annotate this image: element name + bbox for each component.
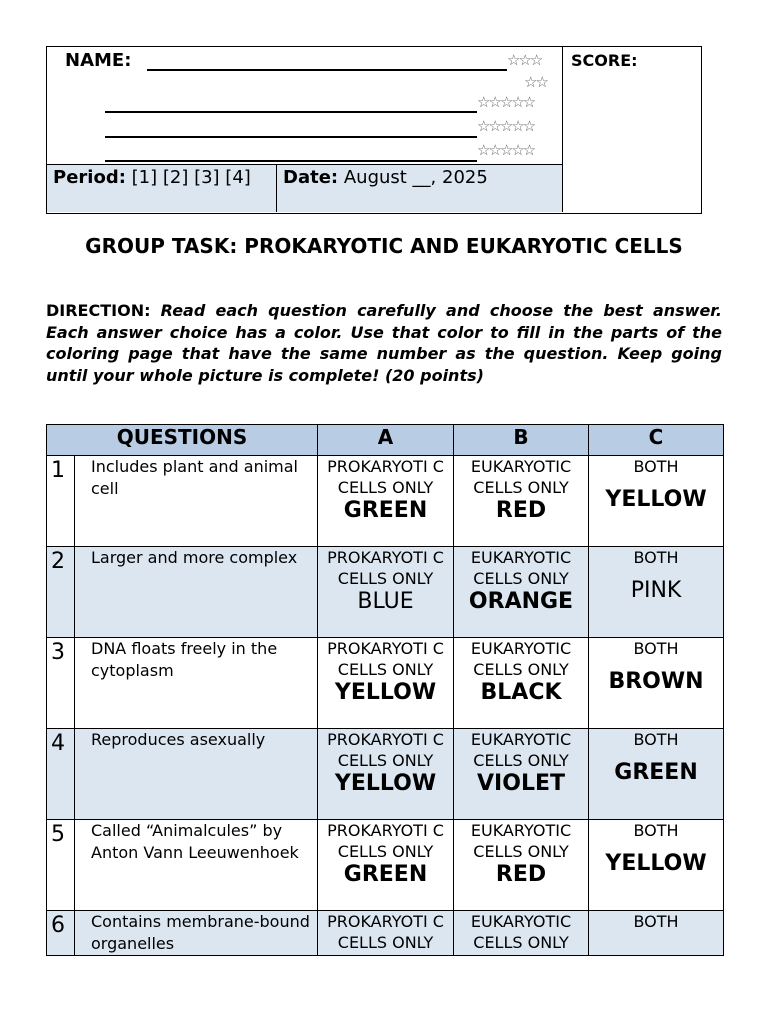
choice-color: RED <box>495 862 547 887</box>
header-questions: QUESTIONS <box>47 425 318 456</box>
star-rating-icon: ☆☆☆☆☆ <box>477 117 535 135</box>
choice-color: YELLOW <box>605 487 707 512</box>
answer-choice-c[interactable] <box>589 911 724 956</box>
choice-text: EUKARYOTIC CELLS ONLY <box>470 912 572 952</box>
table-row <box>47 729 724 820</box>
answer-choice-c[interactable] <box>589 729 724 820</box>
question-number: 2 <box>47 547 75 638</box>
choice-text: PROKARYOTI C CELLS ONLY <box>327 457 444 497</box>
choice-color: VIOLET <box>477 771 565 796</box>
name-area <box>47 47 562 164</box>
choice-text: PROKARYOTI C CELLS ONLY <box>327 639 444 679</box>
choice-text: PROKARYOTI C CELLS ONLY <box>327 912 444 952</box>
period-options: [1] [2] [3] [4] <box>131 167 251 188</box>
answer-choice-a[interactable] <box>318 547 454 638</box>
question-text: Called “Animalcules” by Anton Vann Leeuwenhoek <box>75 820 318 911</box>
score-box[interactable] <box>562 47 702 212</box>
choice-text: PROKARYOTI C CELLS ONLY <box>327 730 444 770</box>
choice-color: BLUE <box>357 589 414 614</box>
page-title: GROUP TASK: PROKARYOTIC AND EUKARYOTIC CELLS <box>85 234 683 258</box>
table-row <box>47 547 724 638</box>
table-row <box>47 911 724 956</box>
question-text: DNA floats freely in the cytoplasm <box>75 638 318 729</box>
question-number: 1 <box>47 456 75 547</box>
choice-color: BROWN <box>608 669 704 694</box>
table-header-row <box>47 425 724 456</box>
star-rating-icon: ☆☆☆☆☆ <box>477 141 535 159</box>
period-label: Period: <box>53 167 126 188</box>
header-c: C <box>589 425 724 456</box>
direction-paragraph <box>46 300 722 386</box>
question-text: Reproduces asexually <box>75 729 318 820</box>
question-number: 5 <box>47 820 75 911</box>
answer-choice-b[interactable] <box>454 547 589 638</box>
name-line-1[interactable] <box>147 69 507 71</box>
choice-text: BOTH <box>633 457 679 476</box>
choice-text: BOTH <box>633 821 679 840</box>
star-rating-icon: ☆☆ <box>524 73 547 91</box>
answer-choice-c[interactable] <box>589 547 724 638</box>
direction-text: Read each question carefully and choose the best answer. Each answer choice has a color. Use that color to fill in the parts of the coloring page that have the same number as the question. Keep going until your whole picture is complete! (20 points) <box>46 301 722 385</box>
date-label: Date: <box>283 167 339 188</box>
name-line-2[interactable] <box>105 111 477 113</box>
question-text: Larger and more complex <box>75 547 318 638</box>
student-info-box <box>46 46 702 214</box>
table-row <box>47 456 724 547</box>
answer-choice-c[interactable] <box>589 820 724 911</box>
choice-text: BOTH <box>633 912 679 931</box>
choice-color: GREEN <box>614 760 698 785</box>
name-line-3[interactable] <box>105 136 477 138</box>
choice-color: YELLOW <box>605 851 707 876</box>
questions-table <box>46 424 724 956</box>
answer-choice-a[interactable] <box>318 820 454 911</box>
answer-choice-b[interactable] <box>454 911 589 956</box>
choice-text: EUKARYOTIC CELLS ONLY <box>470 821 572 861</box>
choice-text: BOTH <box>633 639 679 658</box>
header-b: B <box>454 425 589 456</box>
question-text: Contains membrane-bound organelles <box>75 911 318 956</box>
choice-color: RED <box>495 498 547 523</box>
table-row <box>47 820 724 911</box>
answer-choice-a[interactable] <box>318 638 454 729</box>
choice-text: BOTH <box>633 548 679 567</box>
direction-label: DIRECTION: <box>46 301 151 320</box>
choice-text: EUKARYOTIC CELLS ONLY <box>470 639 572 679</box>
answer-choice-a[interactable] <box>318 911 454 956</box>
choice-color: ORANGE <box>468 589 574 614</box>
question-number: 6 <box>47 911 75 956</box>
answer-choice-b[interactable] <box>454 729 589 820</box>
choice-color: YELLOW <box>334 680 437 705</box>
choice-color: PINK <box>630 578 682 603</box>
date-value: August __, 2025 <box>343 167 488 188</box>
name-label: NAME: <box>65 50 132 71</box>
score-label: SCORE: <box>571 51 638 70</box>
choice-text: BOTH <box>633 730 679 749</box>
question-number: 4 <box>47 729 75 820</box>
date-field[interactable] <box>277 164 562 212</box>
answer-choice-b[interactable] <box>454 638 589 729</box>
answer-choice-a[interactable] <box>318 456 454 547</box>
choice-text: PROKARYOTI C CELLS ONLY <box>327 821 444 861</box>
answer-choice-c[interactable] <box>589 638 724 729</box>
answer-choice-a[interactable] <box>318 729 454 820</box>
choice-color: GREEN <box>343 862 428 887</box>
star-rating-icon: ☆☆☆ <box>507 51 542 69</box>
name-line-4[interactable] <box>105 160 477 162</box>
question-number: 3 <box>47 638 75 729</box>
choice-text: EUKARYOTIC CELLS ONLY <box>470 548 572 588</box>
header-a: A <box>318 425 454 456</box>
answer-choice-b[interactable] <box>454 456 589 547</box>
choice-text: EUKARYOTIC CELLS ONLY <box>470 730 572 770</box>
table-row <box>47 638 724 729</box>
star-rating-icon: ☆☆☆☆☆ <box>477 93 535 111</box>
choice-text: PROKARYOTI C CELLS ONLY <box>327 548 444 588</box>
answer-choice-c[interactable] <box>589 456 724 547</box>
period-field[interactable] <box>47 164 277 212</box>
answer-choice-b[interactable] <box>454 820 589 911</box>
question-text: Includes plant and animal cell <box>75 456 318 547</box>
choice-color: GREEN <box>343 498 428 523</box>
choice-color: BLACK <box>480 680 562 705</box>
choice-text: EUKARYOTIC CELLS ONLY <box>470 457 572 497</box>
choice-color: YELLOW <box>334 771 437 796</box>
